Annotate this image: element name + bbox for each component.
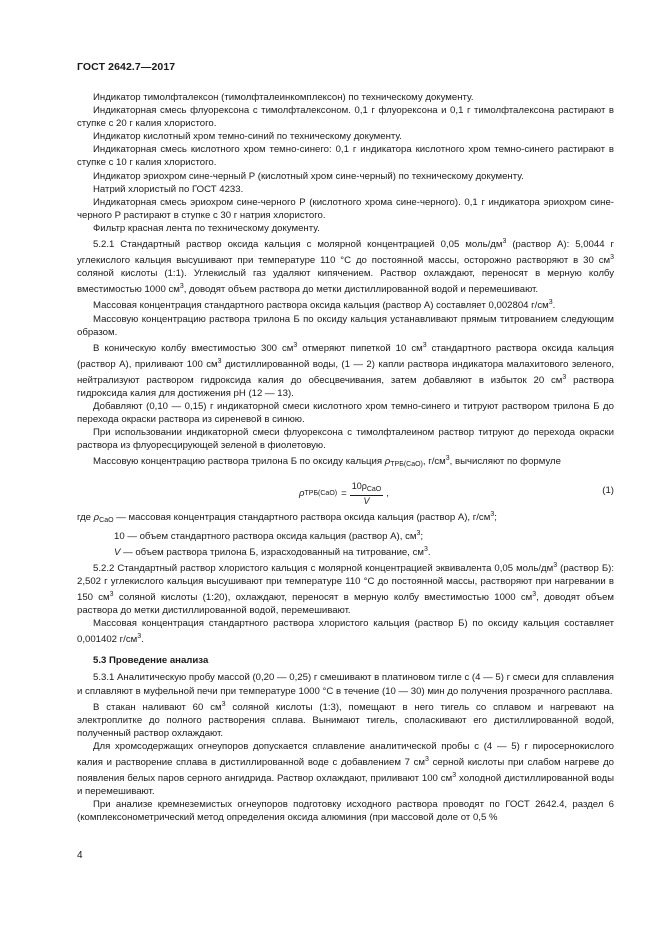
paragraph-chrome-refractories: Для хромсодержащих огнеупоров допускается сплавление аналитической пробы с (4 — 5) г пиросернокислого калия и растворение сплава в дистиллированной воде с добавлением 7 $см^3$ серной кислоты при слабом нагреве до появления белых паров серного ангидрида. Раствор охлаждают, приливают 100 $см^3$ холодной дистиллированной воды и перемешивают. — [77, 740, 615, 798]
paragraph-indicator-timol: Индикатор тимолфталексон (тимолфталеинкомплексон) по техническому документу. — [93, 92, 474, 103]
paragraph-silica-refractories: При анализе кремнеземистых огнеупоров подготовку исходного раствора проводят по ГОСТ 2642.4, раздел 6 (комплексонометрический метод определения оксида алюминия (при массовой доле от 0,5 % — [77, 799, 614, 824]
section-title-5-3: 5.3 Проведение анализа — [93, 655, 209, 667]
paragraph-5-2-1: 5.2.1 Стандартный раствор оксида кальция с молярной концентрацией 0,05 моль/$дм^3$ (раствор А): 5,0044 г углекислого кальция высушивают при температуре 110 °С до постоянной массы, осторожно растворяют в 30 $см^3$ соляной кислоты (1:1). Углекислый газ удаляют кипячением. Раствор охлаждают, переносят в мерную колбу вместимостью 1000 $см^3$, доводят объем раствора до метки дистиллированной водой и перемешивают. — [77, 238, 614, 296]
formula-1 — [77, 478, 614, 504]
formula-where: где $\rho_{CaO}$ — массовая концентрация стандартного раствора оксида кальция (раствор А), $г/см^3$; — [77, 510, 497, 524]
formula-expression: ρ ТРБ(CaO) = $\frac{10\rho_{CaO}}{V}$ , — [299, 480, 389, 506]
paragraph-eriochrome-mix: Индикаторная смесь эриохром сине-черного Р (кислотного хрома сине-черного). 0,1 г индикатора эриохром сине-черного Р растирают в ступке с 30 г натрия хлористого. — [77, 196, 614, 221]
paragraph-trilon-titration: Массовую концентрацию раствора трилона Б по оксиду кальция устанавливают прямым титрованием следующим образом. — [77, 313, 614, 338]
paragraph-calc-formula-intro: Массовую концентрацию раствора трилона Б по оксиду кальция $\rho_{ТРБ(CaO)}$, $г/см^3$, вычисляют по формуле — [93, 455, 561, 469]
paragraph-fluorexon-titration: При использовании индикаторной смеси флуорексона с тимолфталеином раствор титруют до перехода окраски раствора из флуоресцирующей зеленой в фиолетовую. — [77, 427, 614, 452]
paragraph-acid-chrome-mix: Индикаторная смесь кислотного хром темно-синего: 0,1 г индикатора кислотного хром темно-синего растирают в ступке с 10 г калия хлористого. — [77, 144, 614, 169]
formula-fraction: $\frac{10\rho_{CaO}}{V}$ — [351, 480, 382, 506]
formula-def-v: V — объем раствора трилона Б, израсходованный на титрование, $см^3$. — [114, 545, 431, 558]
formula-def-10: 10 — объем стандартного раствора оксида кальция (раствор А), $см^3$; — [114, 529, 424, 542]
document-header: ГОСТ 2642.7—2017 — [77, 61, 176, 73]
paragraph-fluorexon-mix: Индикаторная смесь флуорексона с тимолфталексоном. 0,1 г флуорексона и 0,1 г тимолфталексона растирают в ступке с 20 г калия хлористого. — [77, 105, 614, 130]
paragraph-conical-flask: В коническую колбу вместимостью 300 $см^3$ отмеряют пипеткой 10 $см^3$ стандартного раствора оксида кальция (раствор А), приливают 100 $см^3$ дистиллированной воды, (1 — 2) капли раствора индикатора малахитового зеленого, нейтрализуют раствором гидроксида калия до обесцвечивания, затем добавляют в избыток 20 $см^3$ раствора гидроксида калия для достижения рН (12 — 13). — [77, 341, 614, 399]
formula-number: (1) — [602, 484, 614, 496]
paragraph-5-3-1: 5.3.1 Аналитическую пробу массой (0,20 — 0,25) г смешивают в платиновом тигле с (4 — 5) г смеси для сплавления и сплавляют в муфельной печи при температуре 1000 °С в течение (10 — 30) мин до получения прозрачного расплава. — [77, 672, 614, 697]
document-body — [77, 91, 614, 825]
paragraph-eriochrome: Индикатор эриохром сине-черный Р (кислотный хром сине-черный) по техническому документу. — [93, 170, 524, 182]
page-number: 4 — [77, 850, 83, 861]
paragraph-acid-chrome: Индикатор кислотный хром темно-синий по техническому документу. — [93, 131, 402, 143]
paragraph-mass-conc-b: Массовая концентрация стандартного раствора хлористого кальция (раствор Б) по оксиду кальция составляет 0,001402 $г/см^3$. — [77, 618, 614, 646]
paragraph-5-2-2: 5.2.2 Стандартный раствор хлористого кальция с молярной концентрацией эквивалента 0,05 моль/$дм^3$ (раствор Б): 2,502 г углекислого кальция высушивают при температуре 110 °С до постоянной массы, растворяют при нагревании в 150 $см^3$ соляной кислоты (1:20), охлаждают, переносят в мерную колбу вместимостью 1000 $см^3$, доводят объем раствора до метки дистиллированной водой, перемешивают. — [77, 561, 614, 617]
paragraph-add-indicator: Добавляют (0,10 — 0,15) г индикаторной смеси кислотного хром темно-синего и титруют раствором трилона Б до перехода окраски раствора из сиреневой в синюю. — [77, 401, 614, 426]
paragraph-sodium-chloride: Натрий хлористый по ГОСТ 4233. — [93, 183, 244, 195]
paragraph-mass-conc-a: Массовая концентрация стандартного раствора оксида кальция (раствор А) составляет 0,002804 $г/см^3$. — [93, 299, 556, 312]
paragraph-filter: Фильтр красная лента по техническому документу. — [93, 222, 320, 234]
paragraph-beaker: В стакан наливают 60 $см^3$ соляной кислоты (1:3), помещают в него тигель со сплавом и нагревают на электроплитке до полного растворения сплава. Вынимают тигель, споласкивают его дистиллированной водой, полученный раствор охлаждают. — [77, 700, 614, 739]
